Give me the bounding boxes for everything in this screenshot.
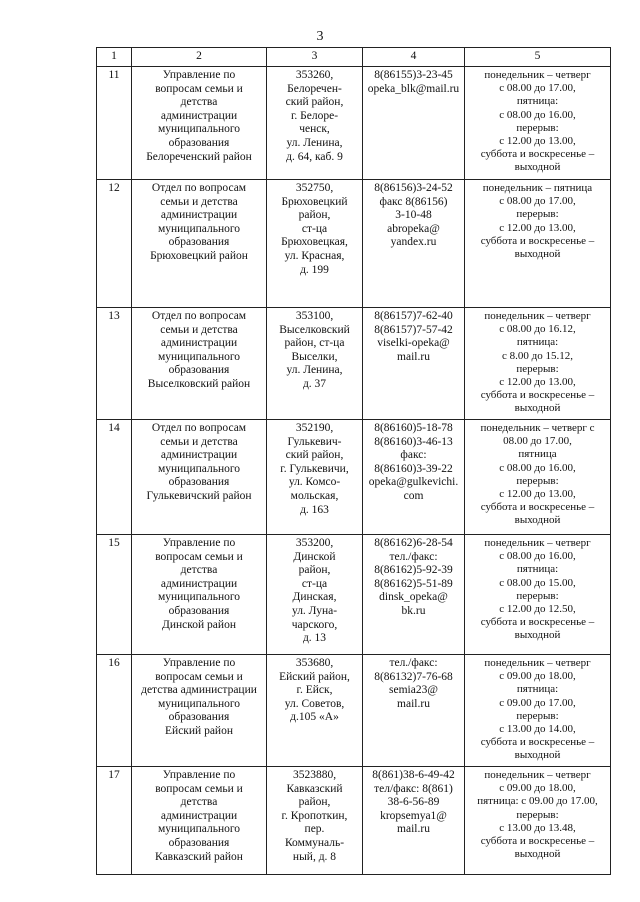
column-header-5: 5 <box>465 48 611 67</box>
row-number: 17 <box>97 767 132 875</box>
table-row <box>97 420 611 535</box>
row-number: 14 <box>97 420 132 535</box>
row-number: 13 <box>97 308 132 420</box>
office-contacts: 8(861)38-6-49-42 тел/факс: 8(861) 38-6-56-89 kropsemya1@ mail.ru <box>363 767 465 875</box>
row-number: 12 <box>97 180 132 308</box>
column-header-2: 2 <box>132 48 267 67</box>
office-contacts: 8(86160)5-18-78 8(86160)3-46-13 факс: 8(86160)3-39-22 opeka@gulkevichi. com <box>363 420 465 535</box>
office-address: 353260, Белоречен- ский район, г. Белоре- ченск, ул. Ленина, д. 64, каб. 9 <box>267 67 363 180</box>
office-name: Управление по вопросам семьи и детства администрации муниципального образования Динской район <box>132 535 267 655</box>
office-address: 353680, Ейский район, г. Ейск, ул. Советов, д.105 «А» <box>267 655 363 767</box>
office-name: Управление по вопросам семьи и детства администрации муниципального образования Ейский район <box>132 655 267 767</box>
table-header-row <box>97 48 611 67</box>
column-header-3: 3 <box>267 48 363 67</box>
office-contacts: 8(86162)6-28-54 тел./факс: 8(86162)5-92-39 8(86162)5-51-89 dinsk_opeka@ bk.ru <box>363 535 465 655</box>
table-row <box>97 308 611 420</box>
table-row <box>97 180 611 308</box>
office-hours: понедельник – четверг с 08.00 до 16.00, пятница: с 08.00 до 15.00, перерыв: с 12.00 до 12.50, суббота и воскресенье – выходной <box>465 535 611 655</box>
column-header-1: 1 <box>97 48 132 67</box>
office-contacts: 8(86157)7-62-40 8(86157)7-57-42 viselki-opeka@ mail.ru <box>363 308 465 420</box>
office-contacts: тел./факс: 8(86132)7-76-68 semia23@ mail.ru <box>363 655 465 767</box>
office-contacts: 8(86156)3-24-52 факс 8(86156) 3-10-48 abropeka@ yandex.ru <box>363 180 465 308</box>
office-hours: понедельник – четверг с 08.00 до 17.00, пятница: с 08.00 до 16.00, перерыв: с 12.00 до 13.00, суббота и воскресенье – выходной <box>465 67 611 180</box>
office-name: Отдел по вопросам семьи и детства администрации муниципального образования Брюховецкий район <box>132 180 267 308</box>
page-number: 3 <box>316 29 324 44</box>
table-row <box>97 67 611 180</box>
office-hours: понедельник – пятница с 08.00 до 17.00, перерыв: с 12.00 до 13.00, суббота и воскресенье – выходной <box>465 180 611 308</box>
office-address: 353200, Динской район, ст-ца Динская, ул. Луна- чарского, д. 13 <box>267 535 363 655</box>
office-name: Управление по вопросам семьи и детства администрации муниципального образования Кавказский район <box>132 767 267 875</box>
row-number: 16 <box>97 655 132 767</box>
table-row <box>97 535 611 655</box>
office-hours: понедельник – четверг с 08.00 до 16.12, пятница: с 8.00 до 15.12, перерыв: с 12.00 до 13.00, суббота и воскресенье – выходной <box>465 308 611 420</box>
office-address: 3523880, Кавказский район, г. Кропоткин, пер. Коммуналь- ный, д. 8 <box>267 767 363 875</box>
office-name: Отдел по вопросам семьи и детства администрации муниципального образования Выселковский район <box>132 308 267 420</box>
column-header-4: 4 <box>363 48 465 67</box>
office-hours: понедельник – четверг с 08.00 до 17.00, пятница с 08.00 до 16.00, перерыв: с 12.00 до 13.00, суббота и воскресенье – выходной <box>465 420 611 535</box>
office-address: 352190, Гулькевич- ский район, г. Гулькевичи, ул. Комсо- мольская, д. 163 <box>267 420 363 535</box>
table-row <box>97 767 611 875</box>
office-hours: понедельник – четверг с 09.00 до 18.00, пятница: с 09.00 до 17.00, перерыв: с 13.00 до 13.48, суббота и воскресенье – выходной <box>465 767 611 875</box>
office-address: 353100, Выселковский район, ст-ца Выселки, ул. Ленина, д. 37 <box>267 308 363 420</box>
guardianship-offices-table <box>96 47 611 875</box>
row-number: 15 <box>97 535 132 655</box>
office-name: Отдел по вопросам семьи и детства администрации муниципального образования Гулькевичский район <box>132 420 267 535</box>
office-address: 352750, Брюховецкий район, ст-ца Брюховецкая, ул. Красная, д. 199 <box>267 180 363 308</box>
office-hours: понедельник – четверг с 09.00 до 18.00, пятница: с 09.00 до 17.00, перерыв: с 13.00 до 14.00, суббота и воскресенье – выходной <box>465 655 611 767</box>
table-row <box>97 655 611 767</box>
office-contacts: 8(86155)3-23-45 opeka_blk@mail.ru <box>363 67 465 180</box>
office-name: Управление по вопросам семьи и детства администрации муниципального образования Белореченский район <box>132 67 267 180</box>
row-number: 11 <box>97 67 132 180</box>
